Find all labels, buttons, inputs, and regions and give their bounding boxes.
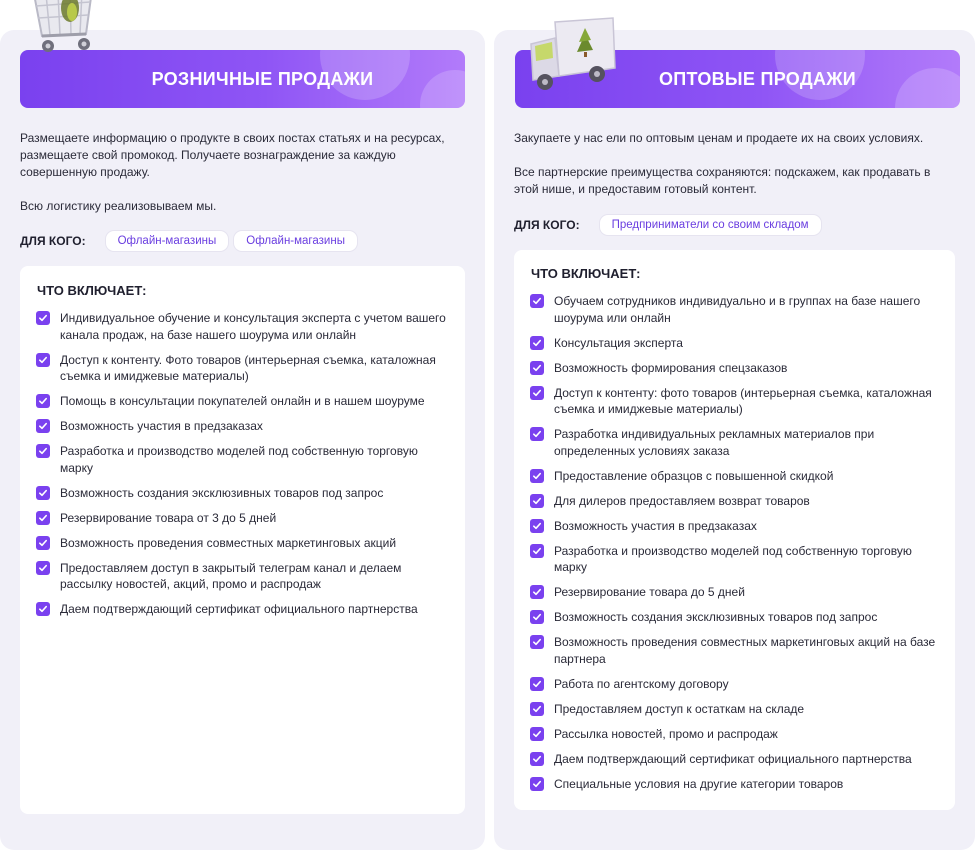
retail-description-paragraph: Всю логистику реализовываем мы. — [20, 199, 217, 213]
retail-features-box — [20, 266, 465, 814]
feature-item — [530, 293, 939, 326]
checkbox-checked-icon — [36, 419, 50, 433]
feature-text: Доступ к контенту: фото товаров (интерьерная съемка, каталожная съемка и имиджевые материалы) — [554, 385, 932, 416]
feature-item — [530, 701, 939, 718]
wholesale-description-paragraph: Все партнерские преимущества сохраняются: подскажем, как продавать в этой нише, и предоставим готовый контент. — [514, 165, 931, 196]
feature-item — [530, 676, 939, 693]
checkbox-checked-icon — [530, 336, 544, 350]
feature-text: Рассылка новостей, промо и распродаж — [554, 726, 778, 741]
feature-text: Резервирование товара до 5 дней — [554, 585, 745, 599]
feature-item — [530, 609, 939, 626]
feature-text: Индивидуальное обучение и консультация эксперта с учетом вашего канала продаж, на базе нашего шоурума или онлайн — [60, 311, 446, 342]
feature-text: Возможность создания эксклюзивных товаров под запрос — [554, 610, 878, 624]
retail-title: РОЗНИЧНЫЕ ПРОДАЖИ — [151, 68, 374, 89]
feature-item — [530, 751, 939, 768]
feature-text: Возможность участия в предзаказах — [554, 518, 757, 533]
checkbox-checked-icon — [36, 602, 50, 616]
checkbox-checked-icon — [530, 702, 544, 716]
retail-features-list — [36, 310, 449, 618]
checkbox-checked-icon — [530, 494, 544, 508]
checkbox-checked-icon — [530, 677, 544, 691]
checkbox-checked-icon — [36, 561, 50, 575]
feature-item — [530, 543, 939, 576]
checkbox-checked-icon — [530, 610, 544, 624]
feature-text: Доступ к контенту. Фото товаров (интерьерная съемка, каталожная съемка и имиджевые материалы) — [60, 352, 436, 383]
feature-item — [530, 518, 939, 535]
feature-text: Для дилеров предоставляем возврат товаров — [554, 493, 810, 508]
shopping-cart-icon — [26, 0, 110, 58]
feature-text: Предоставляем доступ к остаткам на складе — [554, 701, 805, 716]
feature-text: Специальные условия на другие категории товаров — [554, 776, 844, 791]
feature-item — [530, 385, 939, 418]
checkbox-checked-icon — [530, 727, 544, 741]
wholesale-description — [514, 130, 954, 215]
feature-text: Консультация эксперта — [554, 335, 683, 350]
retail-description — [20, 130, 460, 232]
feature-item — [530, 335, 939, 352]
feature-text: Разработка и производство моделей под собственную торговую марку — [60, 444, 418, 475]
feature-text: Предоставляем доступ в закрытый телеграм канал и делаем рассылку новостей, акций, промо и распродаж — [60, 560, 402, 591]
checkbox-checked-icon — [530, 519, 544, 533]
feature-item — [530, 493, 939, 510]
feature-item — [36, 485, 449, 502]
feature-text: Возможность формирования спецзаказов — [554, 360, 788, 375]
feature-text: Возможность проведения совместных маркетинговых акций — [60, 535, 397, 550]
delivery-truck-icon — [525, 14, 617, 98]
wholesale-card — [494, 30, 975, 850]
checkbox-checked-icon — [530, 469, 544, 483]
checkbox-checked-icon — [530, 635, 544, 649]
checkbox-checked-icon — [530, 427, 544, 441]
retail-description-paragraph: Размещаете информацию о продукте в своих постах статьях и на ресурсах, размещаете свой промокод. Получаете вознаграждение за каждую совершенную продажу. — [20, 131, 445, 179]
retail-audience-row — [20, 231, 357, 251]
feature-item — [530, 584, 939, 601]
feature-item — [530, 634, 939, 667]
feature-item — [36, 535, 449, 552]
checkbox-checked-icon — [36, 536, 50, 550]
checkbox-checked-icon — [530, 294, 544, 308]
checkbox-checked-icon — [530, 386, 544, 400]
feature-item — [36, 510, 449, 527]
feature-text: Возможность участия в предзаказах — [60, 419, 263, 433]
checkbox-checked-icon — [36, 511, 50, 525]
wholesale-audience-row — [514, 215, 821, 235]
feature-text: Разработка и производство моделей под собственную торговую марку — [554, 543, 912, 574]
checkbox-checked-icon — [36, 394, 50, 408]
feature-item — [36, 352, 449, 385]
feature-text: Разработка индивидуальных рекламных материалов при определенных условиях заказа — [554, 427, 875, 458]
feature-text: Резервирование товара от 3 до 5 дней — [60, 510, 277, 525]
checkbox-checked-icon — [36, 444, 50, 458]
feature-item — [36, 443, 449, 476]
feature-text: Возможность проведения совместных маркетинговых акций на базе партнера — [554, 635, 936, 666]
checkbox-checked-icon — [530, 752, 544, 766]
feature-item — [36, 310, 449, 343]
feature-item — [530, 426, 939, 459]
retail-card — [0, 30, 485, 850]
wholesale-description-paragraph: Закупаете у нас ели по оптовым ценам и продаете их на своих условиях. — [514, 131, 924, 145]
audience-label: ДЛЯ КОГО: — [20, 234, 86, 248]
wholesale-features-box — [514, 250, 955, 810]
checkbox-checked-icon — [36, 311, 50, 325]
audience-label: ДЛЯ КОГО: — [514, 218, 580, 232]
feature-item — [530, 776, 939, 793]
audience-tag[interactable]: Предприниматели со своим складом — [600, 215, 821, 235]
checkbox-checked-icon — [530, 361, 544, 375]
feature-item — [36, 601, 449, 618]
retail-banner — [20, 50, 465, 108]
audience-tag[interactable]: Офлайн-магазины — [106, 231, 229, 251]
checkbox-checked-icon — [530, 585, 544, 599]
feature-item — [530, 360, 939, 377]
feature-text: Даем подтверждающий сертификат официального партнерства — [554, 751, 912, 766]
feature-item — [36, 560, 449, 593]
feature-text: Помощь в консультации покупателей онлайн и в нашем шоуруме — [60, 394, 425, 408]
features-title: ЧТО ВКЛЮЧАЕТ: — [531, 266, 641, 281]
checkbox-checked-icon — [36, 486, 50, 500]
feature-item — [530, 468, 939, 485]
wholesale-features-list — [530, 293, 939, 792]
feature-item — [530, 726, 939, 743]
features-title: ЧТО ВКЛЮЧАЕТ: — [37, 283, 147, 298]
feature-item — [36, 393, 449, 410]
checkbox-checked-icon — [36, 353, 50, 367]
feature-text: Возможность создания эксклюзивных товаров под запрос — [60, 485, 384, 500]
checkbox-checked-icon — [530, 777, 544, 791]
feature-item — [36, 418, 449, 435]
wholesale-title: ОПТОВЫЕ ПРОДАЖИ — [658, 68, 857, 89]
feature-text: Работа по агентскому договору — [554, 676, 729, 691]
audience-tag[interactable]: Офлайн-магазины — [234, 231, 357, 251]
checkbox-checked-icon — [530, 544, 544, 558]
feature-text: Обучаем сотрудников индивидуально и в группах на базе нашего шоурума или онлайн — [554, 294, 921, 325]
feature-text: Даем подтверждающий сертификат официального партнерства — [60, 602, 418, 616]
feature-text: Предоставление образцов с повышенной скидкой — [554, 468, 834, 483]
